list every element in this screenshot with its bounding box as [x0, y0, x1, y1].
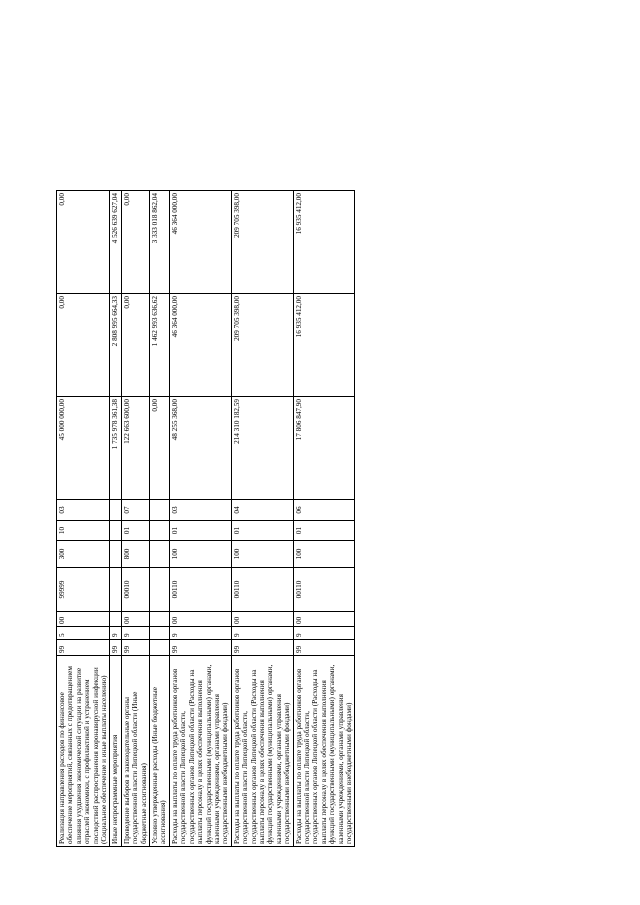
- amount-2: 46 364 000,00: [169, 294, 231, 397]
- code-expense-type: 100: [231, 541, 293, 568]
- code-subsection: [110, 500, 121, 521]
- code-main-activity: [150, 612, 170, 627]
- code-main-activity: 00: [57, 612, 110, 627]
- code-subsection: 03: [57, 500, 110, 521]
- row-name: Расходы на выплаты по оплате труда работников органов государственной власти Липецкой области, государственных органов Липецкой области (Расходы на выплаты персоналу в целях обеспечения выполнения функций государственными (муниципальными) органами, казенными учреждениями, органами управления государственными внебюджетными фондами): [293, 656, 355, 847]
- code-subprogram: 5: [57, 627, 110, 640]
- table-row: [293, 191, 355, 847]
- code-section: 01: [293, 521, 355, 541]
- code-program: 99: [121, 640, 149, 656]
- amount-3: 209 705 398,00: [231, 191, 293, 294]
- amount-3: 16 935 412,00: [293, 191, 355, 294]
- code-direction: 99999: [57, 568, 110, 612]
- code-direction: [110, 568, 121, 612]
- code-section: 01: [231, 521, 293, 541]
- code-subsection: 03: [169, 500, 231, 521]
- code-direction: [150, 568, 170, 612]
- code-direction: 00110: [231, 568, 293, 612]
- amount-3: 3 333 018 862,04: [150, 191, 170, 294]
- code-direction: 00110: [169, 568, 231, 612]
- code-section: [110, 521, 121, 541]
- code-main-activity: 00: [231, 612, 293, 627]
- table-row: [231, 191, 293, 847]
- row-name: Иные непрограммные мероприятия: [110, 656, 121, 847]
- row-name: Расходы на выплаты по оплате труда работников органов государственной власти Липецкой области, государственных органов Липецкой области (Расходы на выплаты персоналу в целях обеспечения выполнения функций государственными (муниципальными) органами, казенными учреждениями, органами управления государственными внебюджетными фондами): [169, 656, 231, 847]
- code-program: 99: [57, 640, 110, 656]
- code-subprogram: 9: [169, 627, 231, 640]
- code-expense-type: 100: [169, 541, 231, 568]
- row-name: Реализация направления расходов по финансовое обеспечение мероприятий, связанных с предотвращением влияния ухудшения экономической ситуации на развитие отраслей экономики, с профилактикой и устранением последствий распространения коронавирусной инфекции (Социальное обеспечение и иные выплаты населению): [57, 656, 110, 847]
- amount-1: 48 255 368,00: [169, 397, 231, 500]
- table-row: [150, 191, 170, 847]
- code-expense-type: [150, 541, 170, 568]
- amount-1: 0,00: [150, 397, 170, 500]
- code-subprogram: 9: [110, 627, 121, 640]
- amount-2: 0,00: [57, 294, 110, 397]
- code-section: 01: [121, 521, 149, 541]
- code-program: 99: [169, 640, 231, 656]
- table-row: [110, 191, 121, 847]
- code-expense-type: 800: [121, 541, 149, 568]
- code-main-activity: 00: [169, 612, 231, 627]
- code-subprogram: 9: [231, 627, 293, 640]
- code-program: 99: [293, 640, 355, 656]
- code-program: [150, 640, 170, 656]
- code-program: 99: [231, 640, 293, 656]
- amount-1: 122 663 600,00: [121, 397, 149, 500]
- amount-1: 214 310 182,59: [231, 397, 293, 500]
- amount-3: 46 364 000,00: [169, 191, 231, 294]
- code-program: 99: [110, 640, 121, 656]
- amount-2: 1 462 993 636,62: [150, 294, 170, 397]
- code-direction: 00110: [293, 568, 355, 612]
- amount-1: 17 806 847,90: [293, 397, 355, 500]
- code-direction: 00010: [121, 568, 149, 612]
- amount-1: 45 000 000,00: [57, 397, 110, 500]
- amount-1: 1 735 978 361,38: [110, 397, 121, 500]
- amount-2: 209 705 398,00: [231, 294, 293, 397]
- code-main-activity: 00: [293, 612, 355, 627]
- row-name: Условно утвержденные расходы (Иные бюджетные ассигнования): [150, 656, 170, 847]
- table-row: [57, 191, 110, 847]
- code-expense-type: 100: [293, 541, 355, 568]
- amount-2: 16 935 412,00: [293, 294, 355, 397]
- row-name: Расходы на выплаты по оплате труда работников органов государственной власти Липецкой области, государственных органов Липецкой области (Расходы на выплаты персоналу в целях обеспечения выполнения функций государственными (муниципальными) органами, казенными учреждениями, органами управления государственными внебюджетными фондами): [231, 656, 293, 847]
- code-expense-type: 300: [57, 541, 110, 568]
- amount-2: 2 808 995 664,33: [110, 294, 121, 397]
- amount-2: 0,00: [121, 294, 149, 397]
- code-subprogram: 9: [293, 627, 355, 640]
- amount-3: 0,00: [121, 191, 149, 294]
- row-name: Проведение выборов в законодательные органы государственной власти Липецкой области (Иные бюджетные ассигнования): [121, 656, 149, 847]
- budget-table: [56, 190, 355, 847]
- code-subsection: 04: [231, 500, 293, 521]
- table-row: [121, 191, 149, 847]
- code-section: 10: [57, 521, 110, 541]
- code-subprogram: [150, 627, 170, 640]
- code-main-activity: [110, 612, 121, 627]
- code-subprogram: 9: [121, 627, 149, 640]
- code-section: 01: [169, 521, 231, 541]
- code-subsection: 07: [121, 500, 149, 521]
- amount-3: 4 526 639 627,04: [110, 191, 121, 294]
- code-subsection: [150, 500, 170, 521]
- code-subsection: 06: [293, 500, 355, 521]
- amount-3: 0,00: [57, 191, 110, 294]
- table-row: [169, 191, 231, 847]
- code-section: [150, 521, 170, 541]
- code-expense-type: [110, 541, 121, 568]
- code-main-activity: 00: [121, 612, 149, 627]
